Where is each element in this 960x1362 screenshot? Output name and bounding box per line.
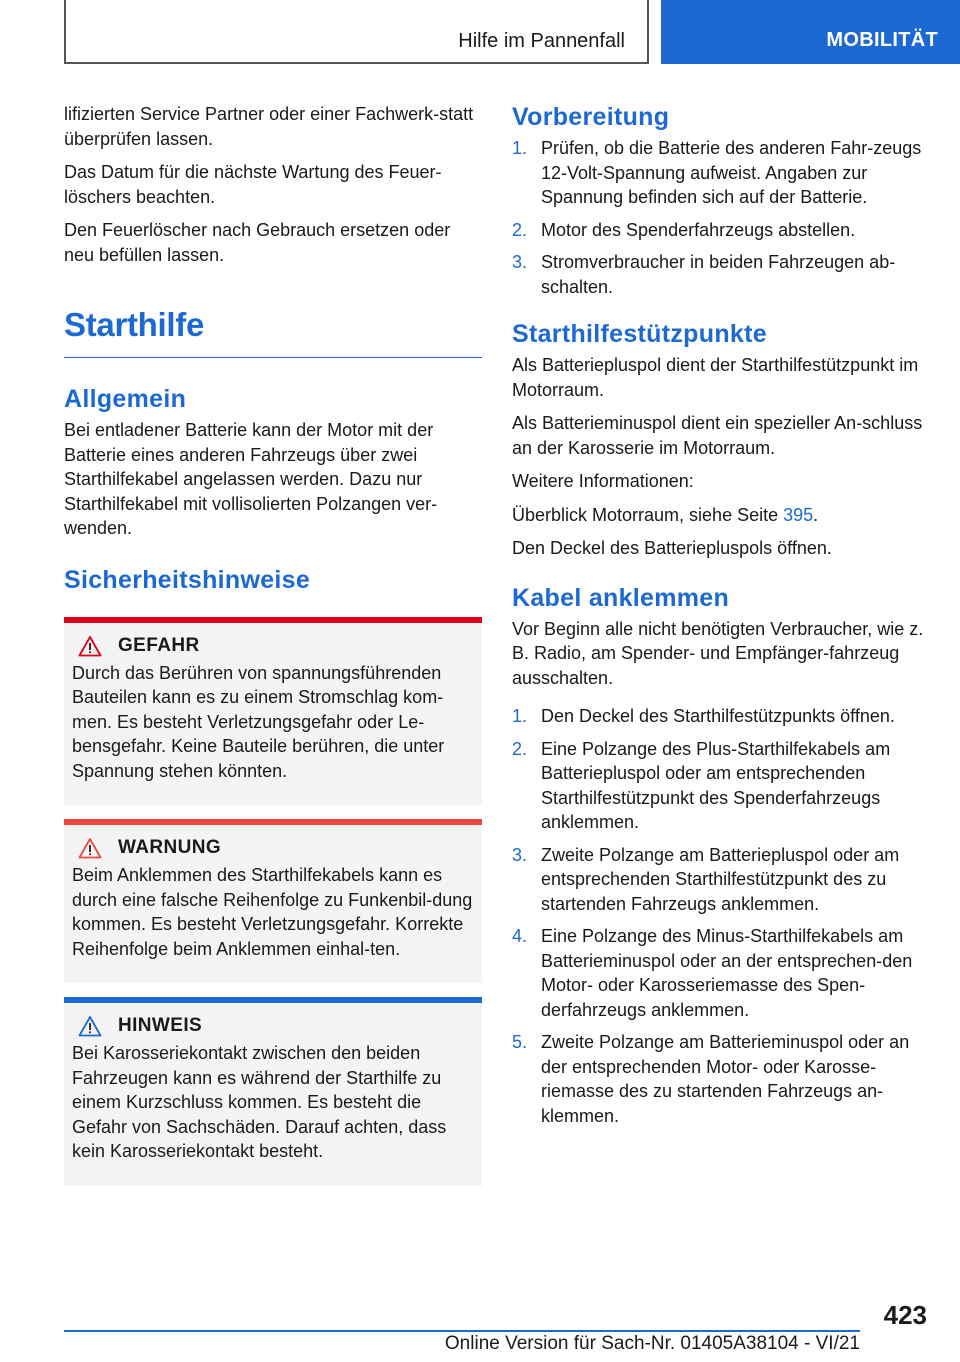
header-chapter-tab[interactable] xyxy=(661,0,960,64)
page-link-395[interactable]: 395 xyxy=(783,504,814,525)
paragraph: Vor Beginn alle nicht benötigten Verbraucher, wie z. B. Radio, am Spender- und Empfänger-fahrzeug ausschalten. xyxy=(512,618,924,688)
section-title-allgemein: Allgemein xyxy=(64,385,187,413)
list-item: 5. Zweite Polzange am Batterieminuspol oder an der entsprechenden Motor- oder Karosse-riemasse des zu startenden Fahrzeugs an-klemmen. xyxy=(512,1032,910,1126)
paragraph: Den Deckel des Batteriepluspols öffnen. xyxy=(512,538,832,558)
warning-box-gefahr xyxy=(64,617,482,806)
list-item: 1. Den Deckel des Starthilfestützpunkts öffnen. xyxy=(512,706,895,726)
paragraph: lifizierten Service Partner oder einer Fachwerk-statt überprüfen lassen. xyxy=(64,104,474,149)
section-title-sicherheit: Sicherheitshinweise xyxy=(64,565,311,594)
warning-title: WARNUNG xyxy=(118,837,222,858)
list-item: 3. Zweite Polzange am Batteriepluspol oder am entsprechenden Starthilfestützpunkt des zu startenden Fahrzeugs anklemmen. xyxy=(512,844,900,914)
paragraph: Das Datum für die nächste Wartung des Feuer-löschers beachten. xyxy=(64,162,442,207)
warning-box-warnung xyxy=(64,819,482,983)
chapter-title: Starthilfe xyxy=(64,305,482,358)
paragraph: Den Feuerlöscher nach Gebrauch ersetzen oder neu befüllen lassen. xyxy=(64,220,451,265)
warning-title: GEFAHR xyxy=(118,634,200,656)
list-item: 1. Prüfen, ob die Batterie des anderen Fahr-zeugs 12-Volt-Spannung aufweist. Angaben zur Spannung befinden sich auf der Batterie. xyxy=(512,138,922,207)
right-column xyxy=(512,102,927,1138)
header-chapter-label: MOBILITÄT xyxy=(826,29,938,51)
warning-box-hinweis xyxy=(64,997,482,1186)
paragraph-allgemein: Bei entladener Batterie kann der Motor mit der Batterie eines anderen Fahrzeugs über zwei Starthilfekabel angelassen werden. Dazu nur Starthilfekabel mit vollisolierten Polzangen ver-wenden. xyxy=(64,420,438,538)
warning-triangle-icon xyxy=(78,837,102,859)
header-section-box xyxy=(64,0,649,64)
page-reference: Überblick Motorraum, siehe Seite 395. xyxy=(512,504,819,525)
left-column xyxy=(64,102,482,1200)
list-item: 2. Motor des Spenderfahrzeugs abstellen. xyxy=(512,219,856,240)
warning-title: HINWEIS xyxy=(118,1015,203,1036)
list-item: 3. Stromverbraucher in beiden Fahrzeugen ab-schalten. xyxy=(512,252,896,297)
paragraph: Weitere Informationen: xyxy=(512,471,694,491)
paragraph: Als Batterieminuspol dient ein spezieller An-schluss an der Karosserie im Motorraum. xyxy=(512,413,923,458)
list-item: 2. Eine Polzange des Plus-Starthilfekabels am Batteriepluspol oder am entsprechenden Starthilfestützpunkt des Spenderfahrzeugs anklemmen. xyxy=(512,738,891,832)
warning-triangle-icon xyxy=(78,1015,102,1037)
paragraph: Als Batteriepluspol dient der Starthilfestützpunkt im Motorraum. xyxy=(512,355,919,400)
section-title-stuetzpunkte: Starthilfestützpunkte xyxy=(512,320,767,348)
warning-text: Durch das Berühren von spannungsführenden Bauteilen kann es zu einem Stromschlag kom-men. Es besteht Verletzungsgefahr oder Le-bensgefahr. Keine Bauteile berühren, die unter Spannung stehen könnten. xyxy=(72,662,445,781)
warning-text: Bei Karosseriekontakt zwischen den beiden Fahrzeugen kann es während der Starthilfe zu einem Kurzschluss kommen. Es besteht die Gefahr von Sachschäden. Darauf achten, dass kein Karosseriekontakt besteht. xyxy=(72,1043,447,1161)
page-number: 423 xyxy=(883,1300,927,1330)
footer-online-version: Online Version für Sach-Nr. 01405A38104 - VI/21 xyxy=(444,1333,860,1354)
header-section-title: Hilfe im Pannenfall xyxy=(458,30,625,52)
list-item: 4. Eine Polzange des Minus-Starthilfekabels am Batterieminuspol oder an der entsprechen-den Motor- oder Karosseriemasse des Spen-derfahrzeugs anklemmen. xyxy=(512,926,913,1020)
section-title-kabel: Kabel anklemmen xyxy=(512,583,730,612)
warning-text: Beim Anklemmen des Starthilfekabels kann es durch eine falsche Reihenfolge zu Funkenbil-dung kommen. Es besteht Verletzungsgefahr. Korrekte Reihenfolge beim Anklemmen einhal-ten. xyxy=(72,865,473,959)
footer-divider xyxy=(64,1330,860,1332)
steps-vorbereitung xyxy=(512,136,927,299)
section-title-vorbereitung: Vorbereitung xyxy=(512,103,670,131)
warning-triangle-icon xyxy=(78,635,102,657)
steps-kabel xyxy=(512,704,927,1128)
